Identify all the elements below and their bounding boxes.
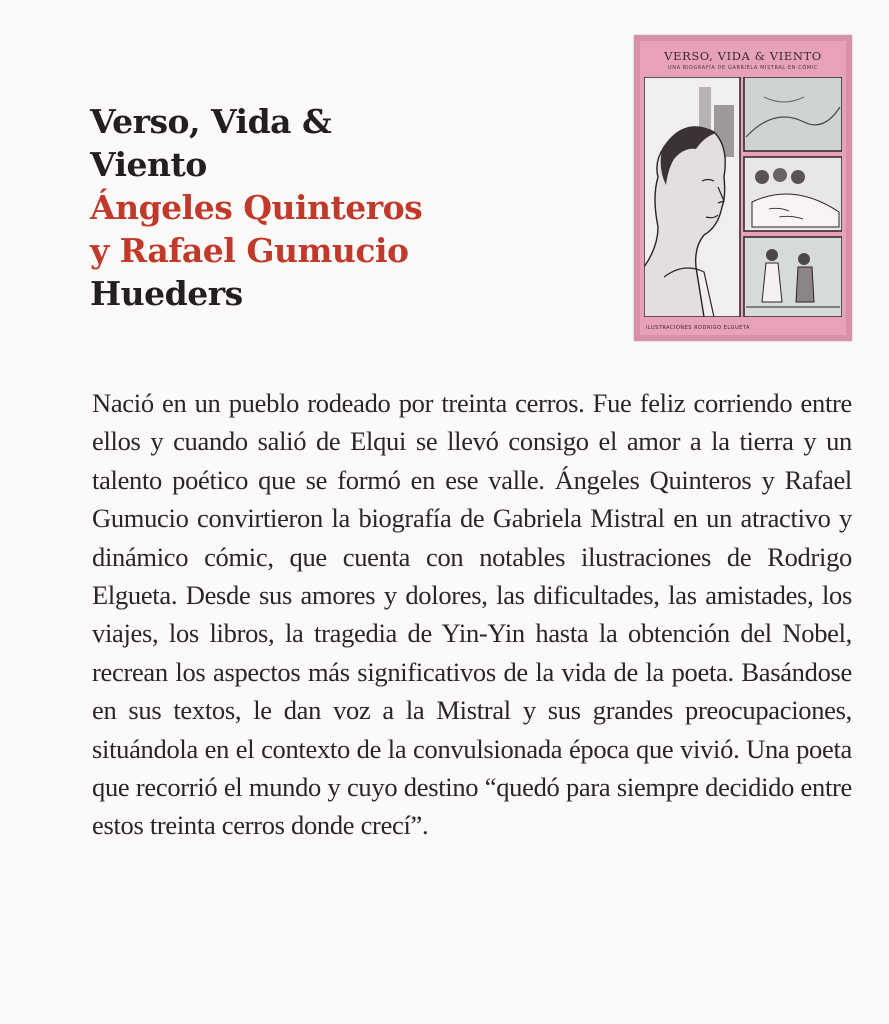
review-paragraph: Nació en un pueblo rodeado por treinta cerros. Fue feliz corriendo entre ellos y cuando salió de Elqui se llevó consigo el amor a la tierra y un talento poético que se formó en ese valle. Ángeles Quinteros y Rafael Gumucio convirtieron la biografía de Gabriela Mistral en un atractivo y dinámico cómic, que cuenta con notables ilustraciones de Rodrigo Elgueta. Desde sus amores y dolores, las dificultades, las amistades, los viajes, los libros, la tragedia de Yin-Yin hasta la obtención del Nobel, recrean los aspectos más significativos de la vida de la poeta. Basándose en sus textos, le dan voz a la Mistral y sus grandes preocupaciones, situándola en el contexto de la convulsionada época que vivió. Una poeta que recorrió el mundo y cuyo destino “quedó para siempre decidido entre estos treinta cerros donde crecí”.: [92, 388, 852, 841]
cover-illustration: [644, 77, 842, 317]
book-authors-line-2: y Rafael Gumucio: [90, 231, 409, 270]
cover-title: VERSO, VIDA & VIENTO: [664, 49, 822, 63]
cover-footer: ILUSTRACIONES RODRIGO ELGUETA: [646, 325, 750, 331]
book-title-line-1: Verso, Vida &: [90, 102, 332, 141]
book-cover: [634, 35, 852, 341]
cover-subtitle: UNA BIOGRAFÍA DE GABRIELA MISTRAL EN CÓMIC: [668, 65, 818, 71]
book-title-line-2: Viento: [90, 145, 207, 184]
book-publisher: Hueders: [90, 274, 243, 313]
book-authors-line-1: Ángeles Quinteros: [90, 188, 423, 227]
book-header: [90, 100, 510, 315]
book-cover-inner: [640, 41, 846, 335]
